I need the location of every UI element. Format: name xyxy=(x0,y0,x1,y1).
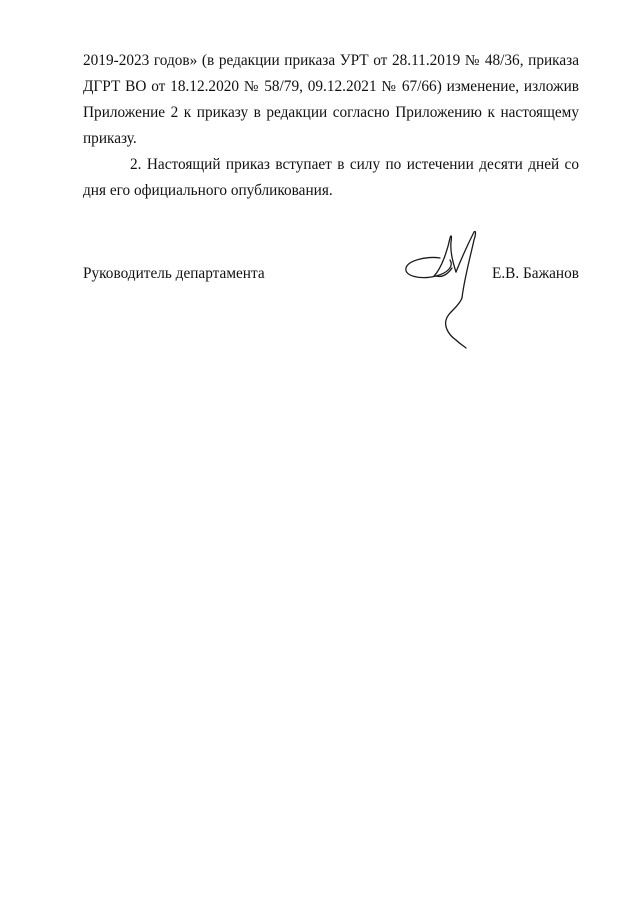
signatory-position: Руководитель департамента xyxy=(83,265,265,282)
paragraph-effective-date: 2. Настоящий приказ вступает в силу по истечении десяти дней со дня его официального опубликования. xyxy=(83,156,579,199)
document-body xyxy=(83,48,579,204)
signature-block xyxy=(83,262,579,286)
handwritten-signature xyxy=(398,228,494,350)
signatory-name: Е.В. Бажанов xyxy=(491,265,579,282)
paragraph-continuation: 2019-2023 годов» (в редакции приказа УРТ от 28.11.2019 № 48/36, приказа ДГРТ ВО от 18.12.2020 № 58/79, 09.12.2021 № 67/66) изменение, изложив Приложение 2 к приказу в редакции согласно Приложению к настоящему приказу. xyxy=(83,52,579,147)
